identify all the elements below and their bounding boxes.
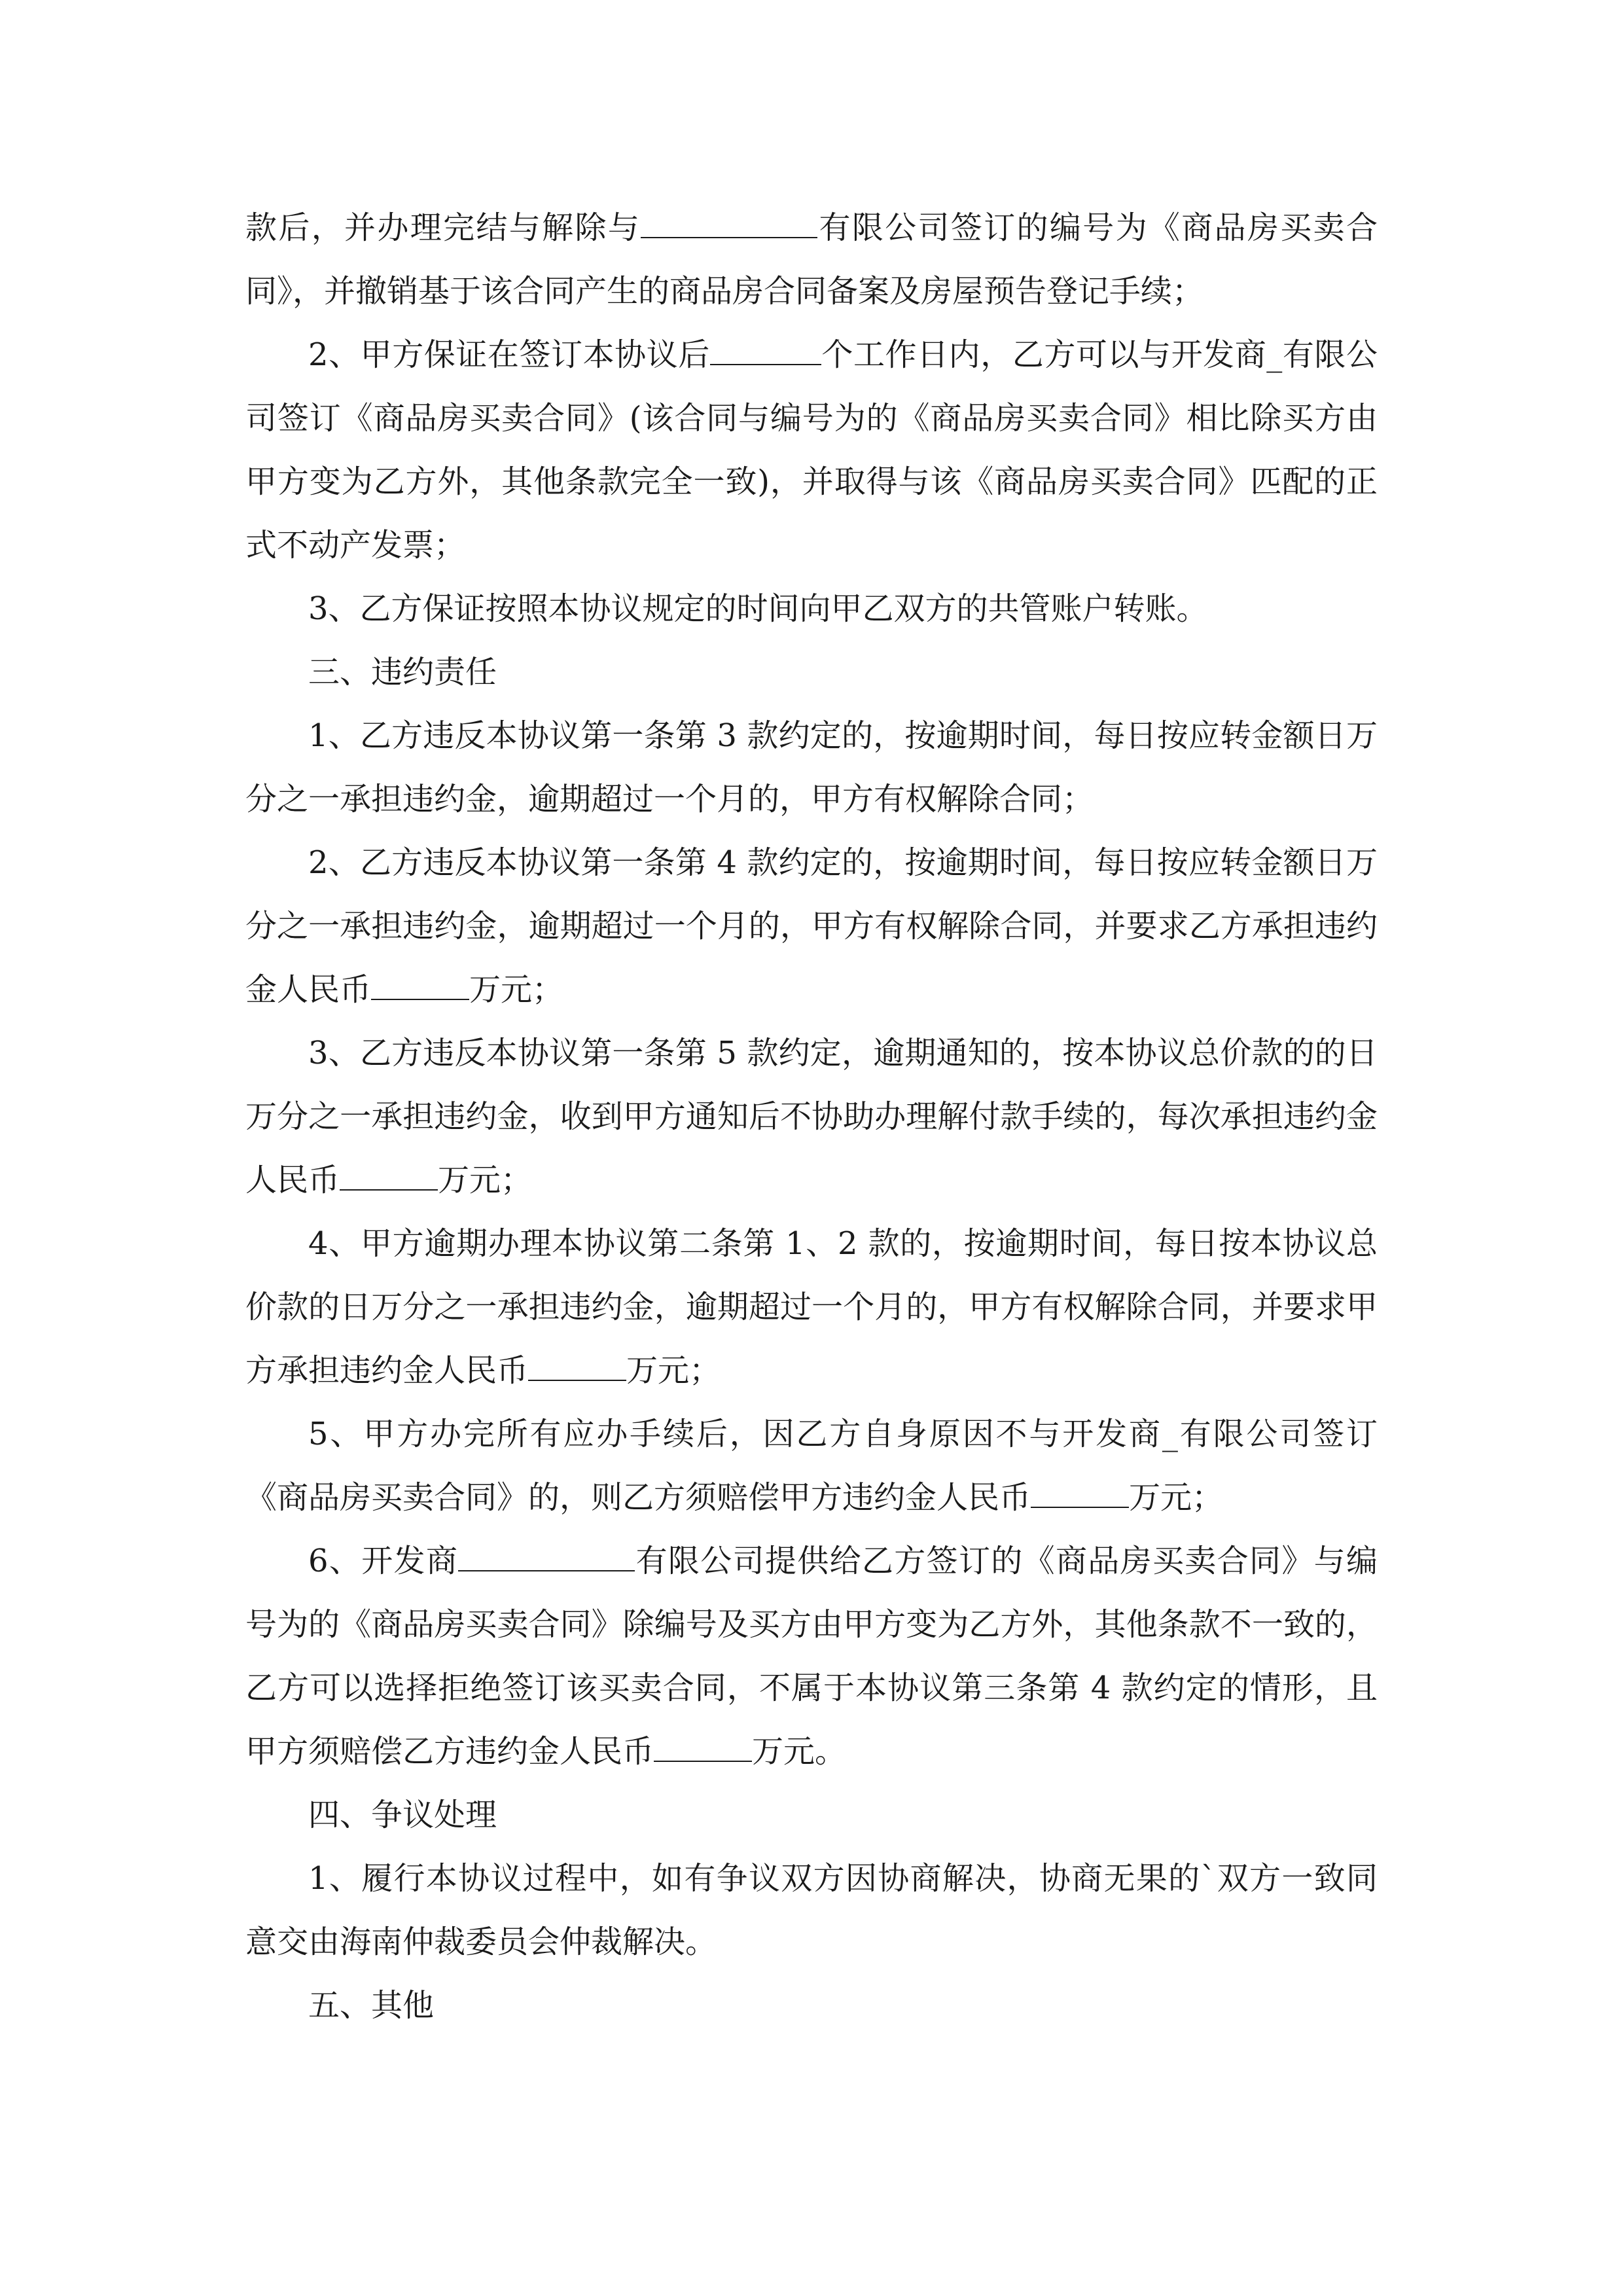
section-heading-other: 五、其他 xyxy=(308,1987,435,2024)
blank-company-name[interactable] xyxy=(641,209,817,238)
paragraph-breach-3: 3、乙方违反本协议第一条第 5 款约定，逾期通知的，按本协议总价款的的日万分之一承担违约金，收到甲方通知后不协助办理解付款手续的，每次承担违约金人民币 万元； xyxy=(245,1035,1378,1198)
section-heading-breach: 三、违约责任 xyxy=(308,654,497,691)
blank-penalty-amount[interactable] xyxy=(340,1162,438,1191)
blank-developer-name[interactable] xyxy=(458,1543,635,1571)
paragraph-1: 款后，并办理完结与解除与 有限公司签订的编号为《商品房买卖合同》，并撤销基于该合同产生的商品房合同备案及房屋预告登记手续； xyxy=(245,209,1378,310)
blank-penalty-amount[interactable] xyxy=(528,1352,626,1381)
paragraph-breach-2: 2、乙方违反本协议第一条第 4 款约定的，按逾期时间，每日按应转金额日万分之一承担违约金，逾期超过一个月的，甲方有权解除合同，并要求乙方承担违约金人民币 万元； xyxy=(245,844,1378,1008)
paragraph-3: 3、乙方保证按照本协议规定的时间向甲乙双方的共管账户转账。 xyxy=(308,590,1208,627)
document-body xyxy=(245,196,1378,2037)
blank-penalty-amount[interactable] xyxy=(371,971,469,1000)
blank-penalty-amount[interactable] xyxy=(654,1733,752,1762)
paragraph-2: 2、甲方保证在签订本协议后 个工作日内，乙方可以与开发商_有限公司签订《商品房买卖合同》(该合同与编号为的《商品房买卖合同》相比除买方由甲方变为乙方外，其他条款完全一致)，并取得与该《商品房买卖合同》匹配的正式不动产发票； xyxy=(245,336,1378,564)
blank-working-days[interactable] xyxy=(710,336,821,365)
paragraph-breach-6: 6、开发商 有限公司提供给乙方签订的《商品房买卖合同》与编号为的《商品房买卖合同》除编号及买方由甲方变为乙方外，其他条款不一致的，乙方可以选择拒绝签订该买卖合同，不属于本协议第三条第 4 款约定的情形，且甲方须赔偿乙方违约金人民币 万元。 xyxy=(245,1543,1378,1770)
section-heading-dispute: 四、争议处理 xyxy=(308,1797,497,1833)
paragraph-breach-5: 5、甲方办完所有应办手续后，因乙方自身原因不与开发商_有限公司签订《商品房买卖合同》的，则乙方须赔偿甲方违约金人民币 万元； xyxy=(245,1416,1378,1516)
paragraph-breach-1: 1、乙方违反本协议第一条第 3 款约定的，按逾期时间，每日按应转金额日万分之一承担违约金，逾期超过一个月的，甲方有权解除合同； xyxy=(245,717,1378,817)
paragraph-dispute-1: 1、履行本协议过程中，如有争议双方因协商解决，协商无果的`双方一致同意交由海南仲裁委员会仲裁解决。 xyxy=(245,1860,1378,1960)
paragraph-breach-4: 4、甲方逾期办理本协议第二条第 1、2 款的，按逾期时间，每日按本协议总价款的日万分之一承担违约金，逾期超过一个月的，甲方有权解除合同，并要求甲方承担违约金人民币 万元； xyxy=(245,1225,1378,1389)
blank-penalty-amount[interactable] xyxy=(1031,1479,1129,1508)
